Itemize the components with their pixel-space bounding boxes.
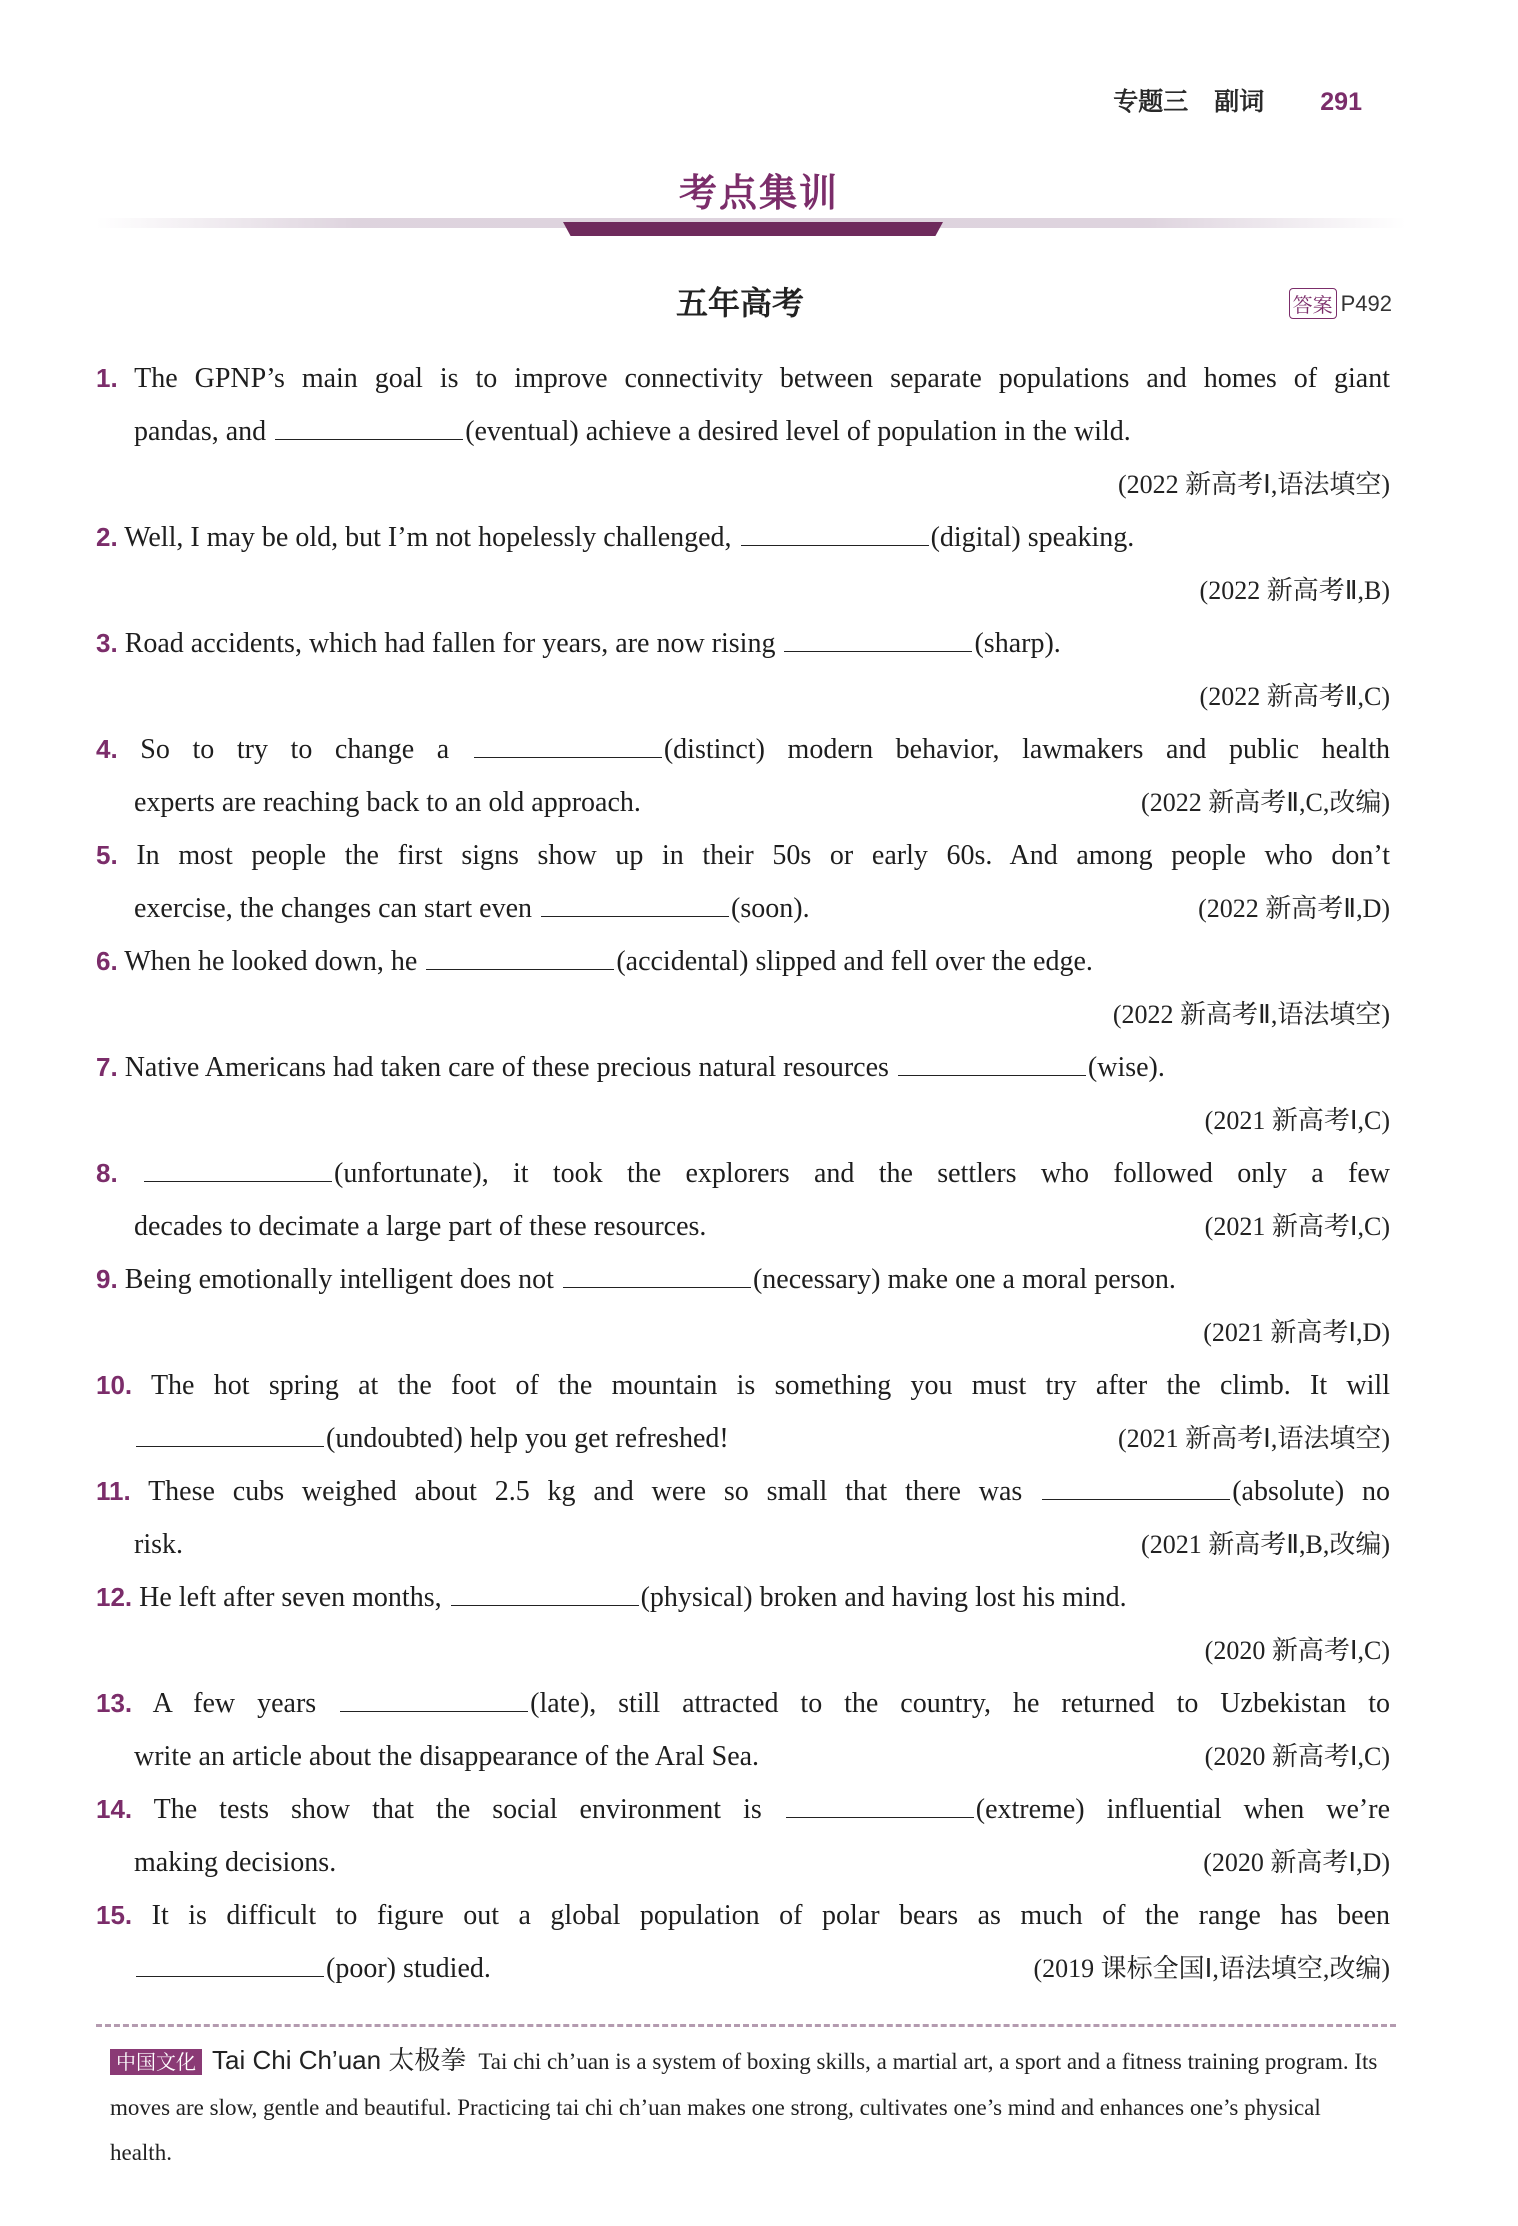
answer-blank[interactable] bbox=[1042, 1473, 1230, 1500]
question-text: The tests show that the social environment is bbox=[153, 1794, 784, 1825]
question-source: (2020 新高考Ⅰ,D) bbox=[1203, 1848, 1390, 1877]
word-hint: (digital) bbox=[930, 522, 1021, 553]
answer-blank[interactable] bbox=[563, 1261, 751, 1288]
question-text: , still attracted to the country, he returned to Uzbekistan to bbox=[589, 1688, 1390, 1719]
word-hint: (late) bbox=[530, 1688, 590, 1719]
question-number: 14. bbox=[96, 1794, 133, 1824]
question-7 bbox=[96, 1041, 1390, 1147]
question-text: Being emotionally intelligent does not bbox=[124, 1264, 561, 1295]
question-text: modern behavior, lawmakers and public health bbox=[764, 734, 1391, 765]
question-source: (2022 新高考Ⅱ,C,改编) bbox=[1141, 788, 1390, 817]
question-5 bbox=[96, 829, 1390, 935]
question-text: broken and having lost his mind. bbox=[752, 1582, 1127, 1613]
word-hint: (absolute) bbox=[1232, 1476, 1345, 1507]
answer-blank[interactable] bbox=[136, 1950, 324, 1977]
question-13 bbox=[96, 1677, 1390, 1783]
question-text: studied. bbox=[395, 1953, 491, 1984]
answer-blank[interactable] bbox=[786, 1791, 974, 1818]
question-number: 2. bbox=[96, 522, 118, 552]
word-hint: (eventual) bbox=[465, 416, 579, 447]
question-source: (2021 新高考Ⅰ,语法填空) bbox=[1118, 1424, 1390, 1453]
answer-reference bbox=[1289, 288, 1392, 319]
subtitle: 五年高考 bbox=[675, 284, 804, 322]
question-text: no bbox=[1344, 1476, 1391, 1507]
question-text: These cubs weighed about 2.5 kg and were so small that there was bbox=[148, 1476, 1041, 1507]
word-hint: (accidental) bbox=[616, 946, 749, 977]
answer-blank[interactable] bbox=[541, 890, 729, 917]
question-source: (2021 新高考Ⅱ,B,改编) bbox=[1141, 1530, 1390, 1559]
answer-blank[interactable] bbox=[474, 731, 662, 758]
question-source: (2019 课标全国Ⅰ,语法填空,改编) bbox=[1033, 1954, 1390, 1983]
question-text: influential when we’re bbox=[1084, 1794, 1391, 1825]
question-source: (2022 新高考Ⅱ,语法填空) bbox=[1112, 1000, 1390, 1029]
question-source: (2022 新高考Ⅱ,D) bbox=[1198, 894, 1390, 923]
question-text: slipped and fell over the edge. bbox=[748, 946, 1093, 977]
question-source: (2021 新高考Ⅰ,D) bbox=[1203, 1318, 1390, 1347]
question-list bbox=[96, 352, 1390, 1995]
question-text: speaking. bbox=[1020, 522, 1135, 553]
question-text: In most people the first signs show up in their 50s or early 60s. And among people who don’t bbox=[136, 840, 1390, 871]
footer-divider bbox=[96, 2024, 1396, 2027]
question-source: (2021 新高考Ⅰ,C) bbox=[1204, 1106, 1390, 1135]
question-text: The hot spring at the foot of the mountain is something you must try after the climb. It will bbox=[150, 1370, 1390, 1401]
header-topic: 专题三 bbox=[1113, 87, 1189, 116]
question-text: Road accidents, which had fallen for years, are now rising bbox=[124, 628, 783, 659]
question-text: The GPNP’s main goal is to improve connectivity between separate populations and homes of giant bbox=[134, 363, 1391, 394]
word-hint: (distinct) bbox=[663, 734, 765, 765]
answer-blank[interactable] bbox=[275, 413, 463, 440]
question-text: experts are reaching back to an old approach. bbox=[134, 787, 641, 818]
answer-blank[interactable] bbox=[136, 1420, 324, 1447]
question-source: (2022 新高考Ⅱ,B) bbox=[1199, 576, 1390, 605]
question-text: . bbox=[1157, 1052, 1165, 1083]
answer-blank[interactable] bbox=[741, 519, 929, 546]
question-text: exercise, the changes can start even bbox=[134, 893, 540, 924]
question-source: (2020 新高考Ⅰ,C) bbox=[1204, 1742, 1390, 1771]
question-source: (2022 新高考Ⅰ,语法填空) bbox=[1118, 470, 1390, 499]
word-hint: (undoubted) bbox=[326, 1423, 463, 1454]
answer-tag: 答案 bbox=[1289, 288, 1337, 319]
question-number: 11. bbox=[96, 1476, 131, 1506]
word-hint: (wise) bbox=[1087, 1052, 1158, 1083]
question-text: Well, I may be old, but I’m not hopelessly challenged, bbox=[124, 522, 739, 553]
question-4 bbox=[96, 723, 1390, 829]
header-chapter: 副词 bbox=[1214, 87, 1265, 116]
question-source: (2020 新高考Ⅰ,C) bbox=[1204, 1636, 1390, 1665]
question-number: 7. bbox=[96, 1052, 118, 1082]
question-number: 4. bbox=[96, 734, 118, 764]
question-15 bbox=[96, 1889, 1390, 1995]
question-number: 1. bbox=[96, 363, 118, 393]
question-text: making decisions. bbox=[134, 1847, 337, 1878]
question-text: risk. bbox=[134, 1529, 183, 1560]
question-6 bbox=[96, 935, 1390, 1041]
culture-heading: Tai Chi Ch’uan 太极拳 bbox=[212, 2045, 467, 2075]
question-source: (2021 新高考Ⅰ,C) bbox=[1204, 1212, 1390, 1241]
question-number: 15. bbox=[96, 1900, 133, 1930]
question-text: decades to decimate a large part of these resources. bbox=[134, 1211, 707, 1242]
word-hint: (necessary) bbox=[752, 1264, 881, 1295]
culture-text: Tai chi ch’uan is a system of boxing skills, a martial art, a sport and a fitness training program. Its moves are slow, gentle and beautiful. Practicing tai chi ch’uan makes one strong, cultivates one’s mind and enhances one’s physical health. bbox=[110, 2049, 1378, 2165]
culture-tag: 中国文化 bbox=[110, 2049, 202, 2075]
question-text: He left after seven months, bbox=[139, 1582, 449, 1613]
question-1 bbox=[96, 352, 1390, 511]
question-8 bbox=[96, 1147, 1390, 1253]
section-title: 考点集训 bbox=[678, 171, 839, 215]
answer-blank[interactable] bbox=[144, 1155, 332, 1182]
question-source: (2022 新高考Ⅱ,C) bbox=[1199, 682, 1390, 711]
title-bar-decoration bbox=[563, 222, 943, 236]
question-text: It is difficult to figure out a global population of polar bears as much of the range has been bbox=[151, 1900, 1390, 1931]
question-12 bbox=[96, 1571, 1390, 1677]
word-hint: (poor) bbox=[326, 1953, 396, 1984]
question-text: . bbox=[802, 893, 810, 924]
question-text: pandas, and bbox=[134, 416, 274, 447]
question-number: 8. bbox=[96, 1158, 118, 1188]
question-text: help you get refreshed! bbox=[462, 1423, 729, 1454]
question-text: make one a moral person. bbox=[880, 1264, 1176, 1295]
answer-blank[interactable] bbox=[784, 625, 972, 652]
word-hint: (extreme) bbox=[975, 1794, 1085, 1825]
culture-box bbox=[110, 2038, 1380, 2175]
answer-blank[interactable] bbox=[451, 1579, 639, 1606]
question-number: 5. bbox=[96, 840, 118, 870]
answer-blank[interactable] bbox=[340, 1685, 528, 1712]
question-text: So to try to change a bbox=[140, 734, 472, 765]
question-text: write an article about the disappearance of the Aral Sea. bbox=[134, 1741, 760, 1772]
question-number: 6. bbox=[96, 946, 118, 976]
answer-blank[interactable] bbox=[426, 943, 614, 970]
word-hint: (sharp) bbox=[974, 628, 1054, 659]
question-10 bbox=[96, 1359, 1390, 1465]
question-number: 9. bbox=[96, 1264, 118, 1294]
question-text: achieve a desired level of population in the wild. bbox=[578, 416, 1131, 447]
question-11 bbox=[96, 1465, 1390, 1571]
question-text: Native Americans had taken care of these precious natural resources bbox=[124, 1052, 896, 1083]
question-text: A few years bbox=[152, 1688, 339, 1719]
question-14 bbox=[96, 1783, 1390, 1889]
question-text: . bbox=[1053, 628, 1061, 659]
question-number: 3. bbox=[96, 628, 118, 658]
question-number: 13. bbox=[96, 1688, 133, 1718]
answer-page: P492 bbox=[1340, 290, 1392, 316]
question-text: When he looked down, he bbox=[124, 946, 425, 977]
page-number: 291 bbox=[1320, 88, 1362, 116]
question-9 bbox=[96, 1253, 1390, 1359]
word-hint: (unfortunate) bbox=[334, 1158, 482, 1189]
word-hint: (physical) bbox=[640, 1582, 753, 1613]
page-header bbox=[1113, 82, 1362, 118]
word-hint: (soon) bbox=[731, 893, 803, 924]
question-2 bbox=[96, 511, 1390, 617]
answer-blank[interactable] bbox=[898, 1049, 1086, 1076]
question-3 bbox=[96, 617, 1390, 723]
question-number: 10. bbox=[96, 1370, 133, 1400]
question-text: , it took the explorers and the settlers who followed only a few bbox=[481, 1158, 1390, 1189]
question-number: 12. bbox=[96, 1582, 133, 1612]
